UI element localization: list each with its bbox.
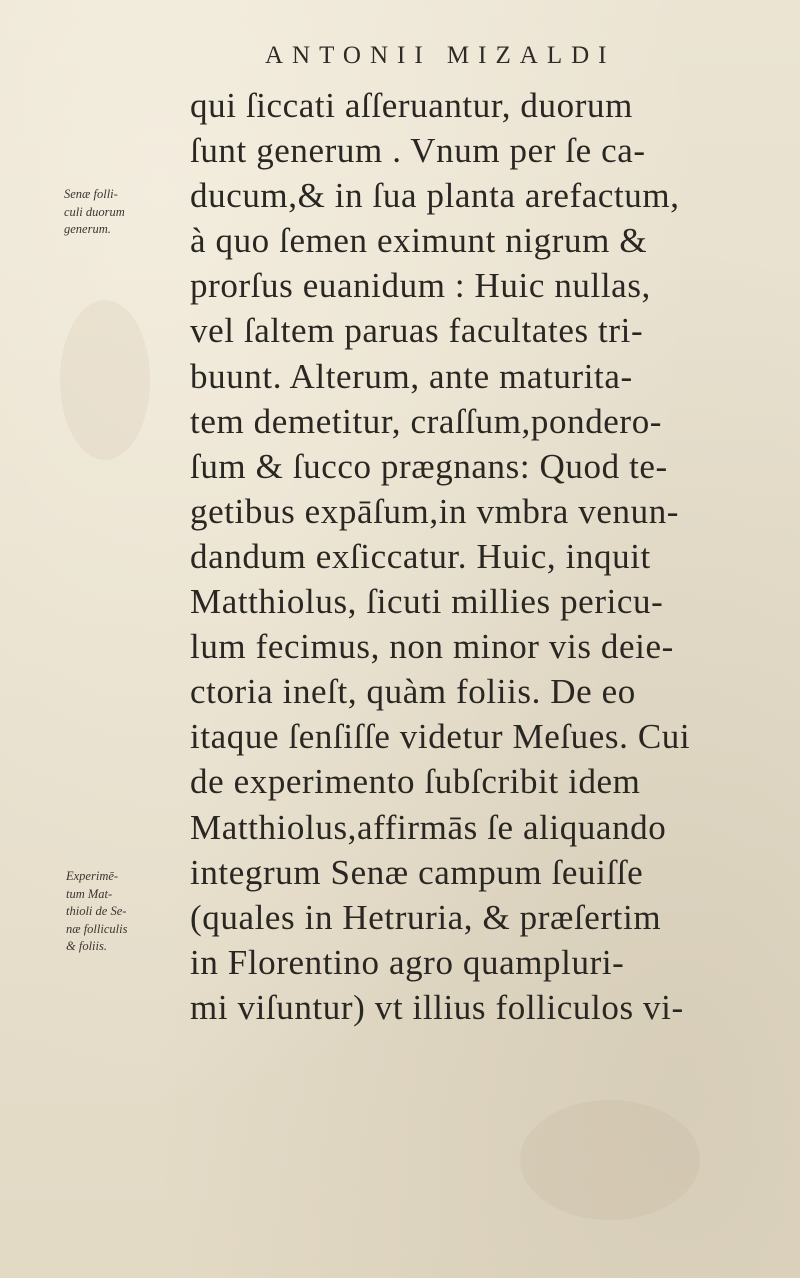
text-line: vel ſaltem paruas facultates tri- <box>190 311 644 351</box>
text-line: in Florentino agro quampluri- <box>190 942 625 982</box>
running-head: ANTONII MIZALDI <box>265 42 616 69</box>
text-line: mi viſuntur) vt illius folliculos vi- <box>190 987 684 1027</box>
text-line: buunt. Alterum, ante maturita- <box>190 356 633 396</box>
margin-note-line: & foliis. <box>66 939 107 953</box>
margin-note-line: Senæ folli- <box>64 187 118 201</box>
text-line: integrum Senæ campum ſeuiſſe <box>190 852 644 892</box>
text-line: ſunt generum . Vnum per ſe ca- <box>190 131 646 171</box>
text-line: Matthiolus, ſicuti millies pericu- <box>190 582 664 622</box>
margin-note-line: generum. <box>64 222 111 236</box>
text-line: ducum,& in ſua planta arefactum, <box>190 176 680 216</box>
margin-note-line: culi duorum <box>64 204 125 219</box>
text-line: de experimento ſubſcribit idem <box>190 762 641 802</box>
text-line: itaque ſenſiſſe videtur Meſues. Cui <box>190 717 691 757</box>
margin-note-line: thioli de Se- <box>66 904 127 918</box>
margin-note-experimentum <box>66 868 127 956</box>
text-line: à quo ſemen eximunt nigrum & <box>190 221 648 261</box>
text-line: (quales in Hetruria, & præſertim <box>190 897 662 937</box>
text-line: lum fecimus, non minor vis deie- <box>190 627 674 667</box>
text-line: tem demetitur, craſſum,pondero- <box>190 401 663 441</box>
text-line: ctoria ineſt, quàm foliis. De eo <box>190 672 636 712</box>
margin-note-line: Experimē- <box>66 869 119 883</box>
text-line: getibus expāſum,in vmbra venun- <box>190 491 680 531</box>
margin-note-line: tum Mat- <box>66 886 113 901</box>
body-text <box>190 83 780 1030</box>
text-line: qui ſiccati aſſeruantur, duorum <box>190 86 633 125</box>
text-line: prorſus euanidum : Huic nullas, <box>190 266 651 306</box>
margin-note-senae-folliculi <box>64 186 125 239</box>
text-line: dandum exſiccatur. Huic, inquit <box>190 536 651 576</box>
paper-stain <box>60 300 150 460</box>
text-line: Matthiolus,affirmās ſe aliquando <box>190 807 667 847</box>
margin-note-line: næ folliculis <box>66 921 128 936</box>
paper-stain <box>520 1100 700 1220</box>
text-line: ſum & ſucco prægnans: Quod te- <box>190 446 668 486</box>
